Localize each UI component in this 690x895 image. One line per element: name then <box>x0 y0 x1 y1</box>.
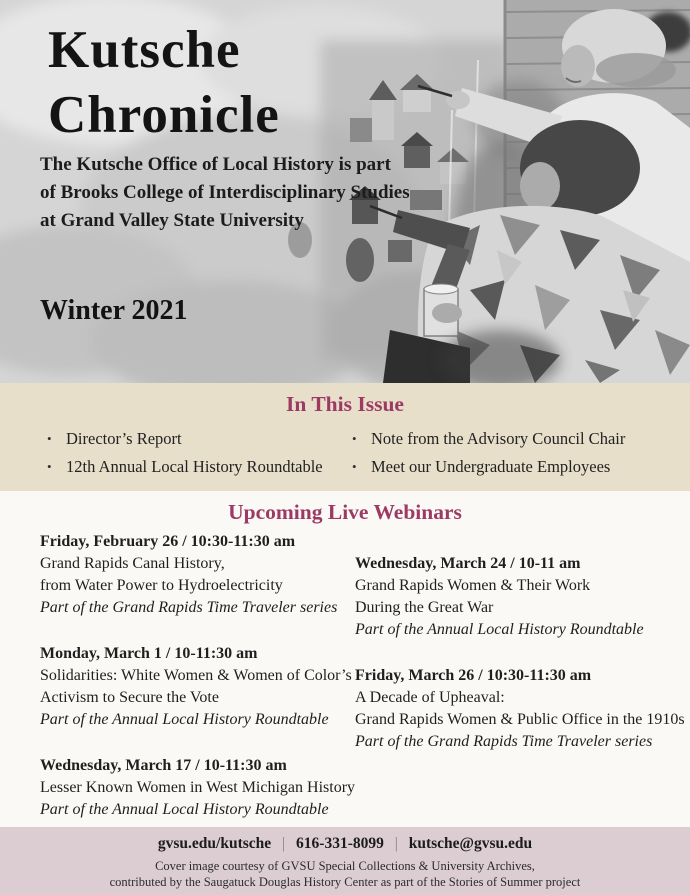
webinar-entry <box>40 643 352 731</box>
bullet-icon: • <box>47 431 52 446</box>
toc-item <box>47 453 323 481</box>
webinar-entry <box>40 531 352 619</box>
webinar-title-line: During the Great War <box>355 599 494 616</box>
subtitle-line: of Brooks College of Interdisciplinary Studies <box>40 182 410 203</box>
separator: | <box>394 835 398 852</box>
webinar-entry <box>355 665 687 753</box>
webinar-series-note: Part of the Annual Local History Roundtable <box>40 711 329 728</box>
newsletter-masthead <box>48 18 280 148</box>
bullet-icon: • <box>47 459 52 474</box>
credit-line: contributed by the Saugatuck Douglas History Center as part of the Stories of Summer project <box>109 875 581 889</box>
webinar-title-line: Lesser Known Women in West Michigan History <box>40 779 356 796</box>
webinar-series-note: Part of the Grand Rapids Time Traveler series <box>40 599 338 616</box>
footer-credits <box>0 858 690 890</box>
toc-column-right <box>352 425 625 481</box>
webinar-title-line: Grand Rapids Women & Public Office in the 1910s <box>355 711 685 728</box>
newsletter-title-line2: Chronicle <box>48 86 280 144</box>
webinar-datetime: Friday, March 26 / 10:30-11:30 am <box>355 667 592 684</box>
webinars-column-right <box>355 553 687 777</box>
webinars-heading: Upcoming Live Webinars <box>228 500 462 524</box>
bullet-icon: • <box>352 459 357 474</box>
in-this-issue-heading: In This Issue <box>286 392 404 416</box>
webinar-title-line: Activism to Secure the Vote <box>40 689 219 706</box>
subtitle-line: at Grand Valley State University <box>40 210 304 231</box>
toc-item <box>352 425 625 453</box>
webinar-entry <box>355 553 687 641</box>
webinar-datetime: Wednesday, March 24 / 10-11 am <box>355 555 581 572</box>
newsletter-subtitle <box>40 151 410 235</box>
webinars-column-left <box>40 531 356 845</box>
webinar-title-line: Grand Rapids Canal History, <box>40 555 225 572</box>
webinar-series-note: Part of the Grand Rapids Time Traveler series <box>355 733 653 750</box>
webinar-title-line: Solidarities: White Women & Women of Color’s <box>40 667 352 684</box>
footer-phone: 616-331-8099 <box>296 835 384 852</box>
webinar-series-note: Part of the Annual Local History Roundtable <box>40 801 329 818</box>
webinar-entry <box>40 755 356 821</box>
toc-item-label: Note from the Advisory Council Chair <box>371 429 626 448</box>
separator: | <box>282 835 286 852</box>
webinars-section <box>0 491 690 827</box>
toc-item <box>47 425 323 453</box>
issue-date: Winter 2021 <box>40 295 188 326</box>
toc-column-left <box>47 425 323 481</box>
webinar-datetime: Friday, February 26 / 10:30-11:30 am <box>40 533 296 550</box>
credit-line: Cover image courtesy of GVSU Special Collections & University Archives, <box>155 859 535 873</box>
footer-website-link[interactable]: gvsu.edu/kutsche <box>157 835 272 852</box>
footer-contact-line <box>0 827 690 853</box>
subtitle-line: The Kutsche Office of Local History is part <box>40 154 391 175</box>
cover-photo-section <box>0 0 690 383</box>
webinar-title-line: from Water Power to Hydroelectricity <box>40 577 283 594</box>
webinar-title-line: A Decade of Upheaval: <box>355 689 505 706</box>
footer <box>0 827 690 895</box>
toc-item-label: 12th Annual Local History Roundtable <box>66 457 323 476</box>
newsletter-title-line1: Kutsche <box>48 21 241 79</box>
toc-item-label: Director’s Report <box>66 429 182 448</box>
webinar-datetime: Wednesday, March 17 / 10-11:30 am <box>40 757 287 774</box>
footer-email-link[interactable]: kutsche@gvsu.edu <box>408 835 533 852</box>
webinar-datetime: Monday, March 1 / 10-11:30 am <box>40 645 258 662</box>
toc-item <box>352 453 625 481</box>
webinar-title-line: Grand Rapids Women & Their Work <box>355 577 591 594</box>
in-this-issue-section <box>0 383 690 491</box>
toc-item-label: Meet our Undergraduate Employees <box>371 457 611 476</box>
bullet-icon: • <box>352 431 357 446</box>
webinar-series-note: Part of the Annual Local History Roundtable <box>355 621 644 638</box>
